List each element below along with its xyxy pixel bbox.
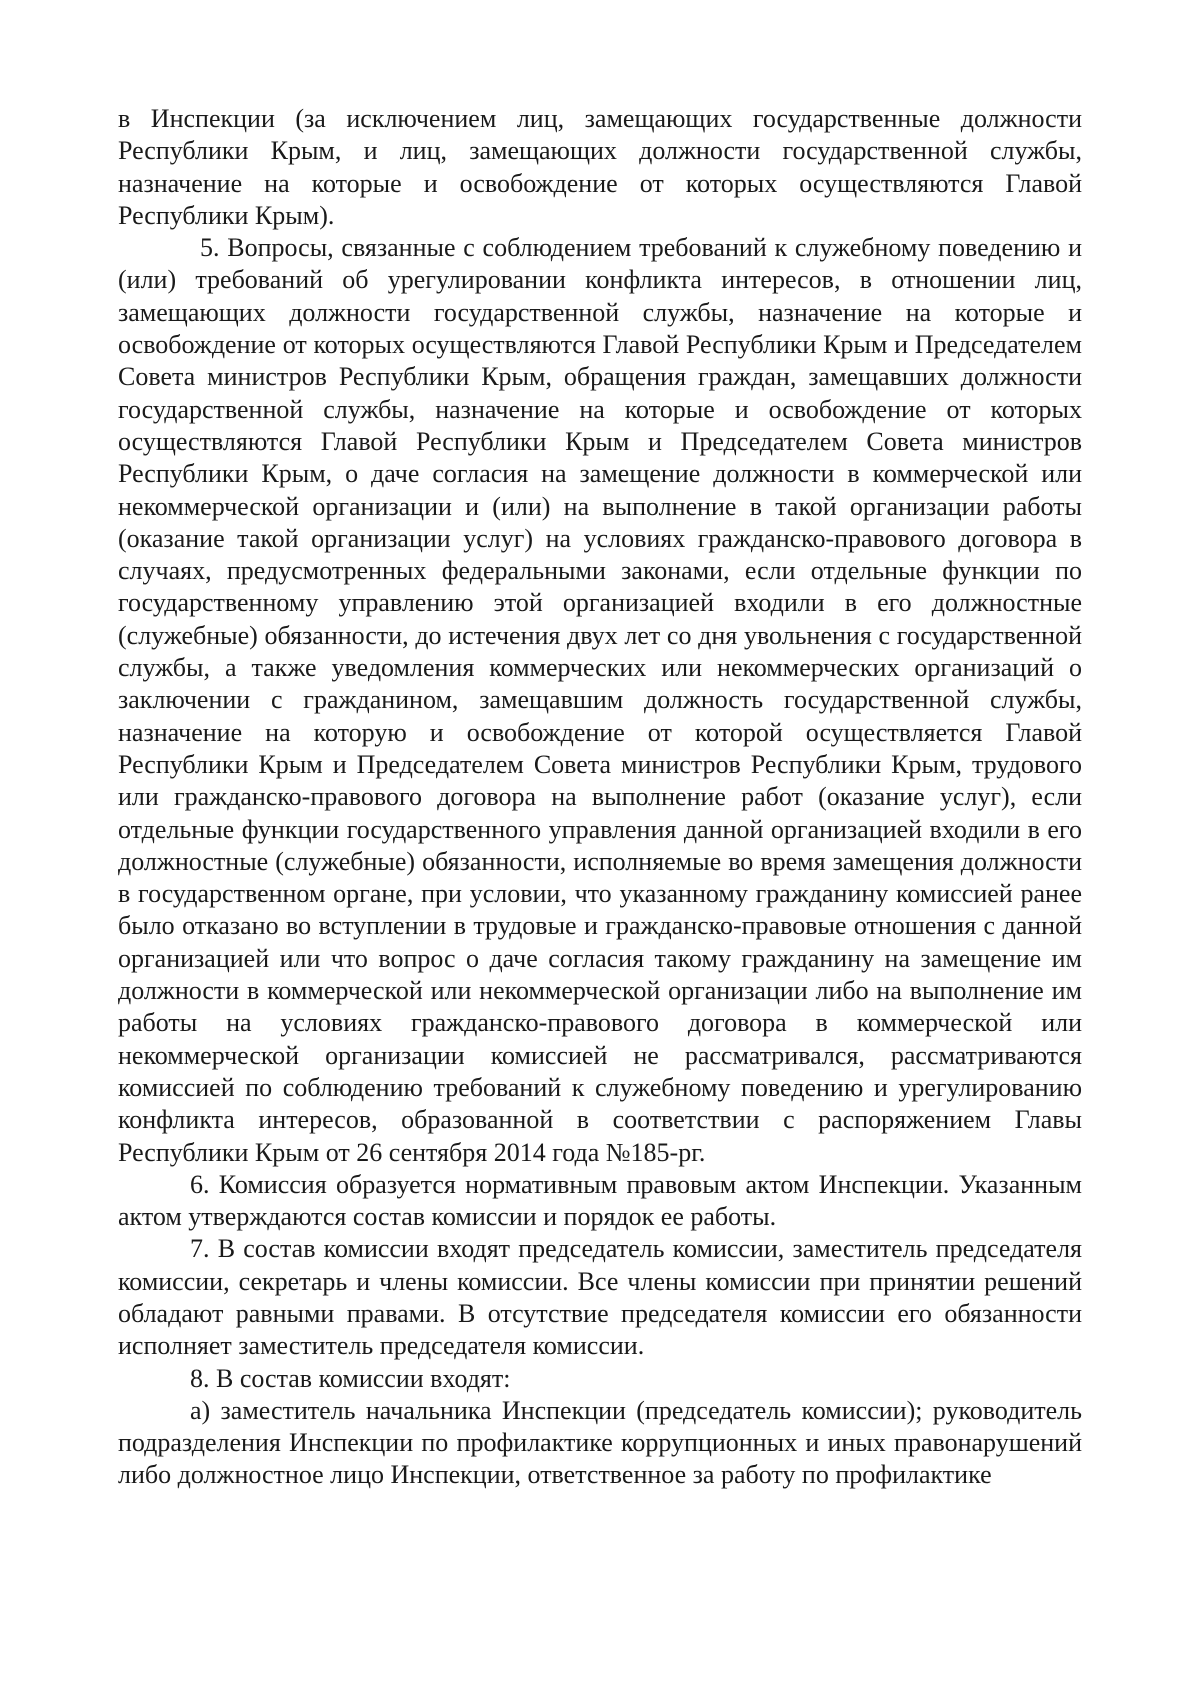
paragraph-item-5: 5. Вопросы, связанные с соблюдением требований к служебному поведению и (или) требований об урегулировании конфликта интересов, в отношении лиц, замещающих должности государственной службы, назначение на которые и освобождение от которых осуществляются Главой Республики Крым и Председателем Совета министров Республики Крым, обращения граждан, замещавших должности государственной службы, назначение на которые и освобождение от которых осуществляются Главой Республики Крым и Председателем Совета министров Республики Крым, о даче согласия на замещение должности в коммерческой или некоммерческой организации и (или) на выполнение в такой организации работы (оказание такой организации услуг) на условиях гражданско-правового договора в случаях, предусмотренных федеральными законами, если отдельные функции по государственному управлению этой организацией входили в его должностные (служебные) обязанности, до истечения двух лет со дня увольнения с государственной службы, а также уведомления коммерческих или некоммерческих организаций о заключении с гражданином, замещавшим должность государственной службы, назначение на которую и освобождение от которой осуществляется Главой Республики Крым и Председателем Совета министров Республики Крым, трудового или гражданско-правового договора на выполнение работ (оказание услуг), если отдельные функции государственного управления данной организацией входили в его должностные (служебные) обязанности, исполняемые во время замещения должности в государственном органе, при условии, что указанному гражданину комиссией ранее было отказано во вступлении в трудовые и гражданско-правовые отношения с данной организацией или что вопрос о даче согласия такому гражданину на замещение им должности в коммерческой или некоммерческой организации либо на выполнение им работы на условиях гражданско-правового договора в коммерческой или некоммерческой организации комиссией не рассматривался, рассматриваются комиссией по соблюдению требований к служебному поведению и урегулированию конфликта интересов, образованной в соответствии с распоряжением Главы Республики Крым от 26 сентября 2014 года №185-рг. (118, 233, 1082, 1167)
paragraph-item-7: 7. В состав комиссии входят председатель комиссии, заместитель председателя комиссии, секретарь и члены комиссии. Все члены комиссии при принятии решений обладают равными правами. В отсутствие председателя комиссии его обязанности исполняет заместитель председателя комиссии. (118, 1234, 1082, 1361)
document-body (118, 103, 1082, 1492)
paragraph-item-8a: а) заместитель начальника Инспекции (председатель комиссии); руководитель подразделения Инспекции по профилактике коррупционных и иных правонарушений либо должностное лицо Инспекции, ответственное за работу по профилактике (118, 1395, 1082, 1490)
paragraph-continuation: в Инспекции (за исключением лиц, замещающих государственные должности Республики Крым, и лиц, замещающих должности государственной службы, назначение на которые и освобождение от которых осуществляются Главой Республики Крым). (118, 104, 1082, 230)
paragraph-item-8: 8. В состав комиссии входят: (190, 1363, 511, 1393)
paragraph-item-6: 6. Комиссия образуется нормативным правовым актом Инспекции. Указанным актом утверждаются состав комиссии и порядок ее работы. (118, 1169, 1082, 1232)
